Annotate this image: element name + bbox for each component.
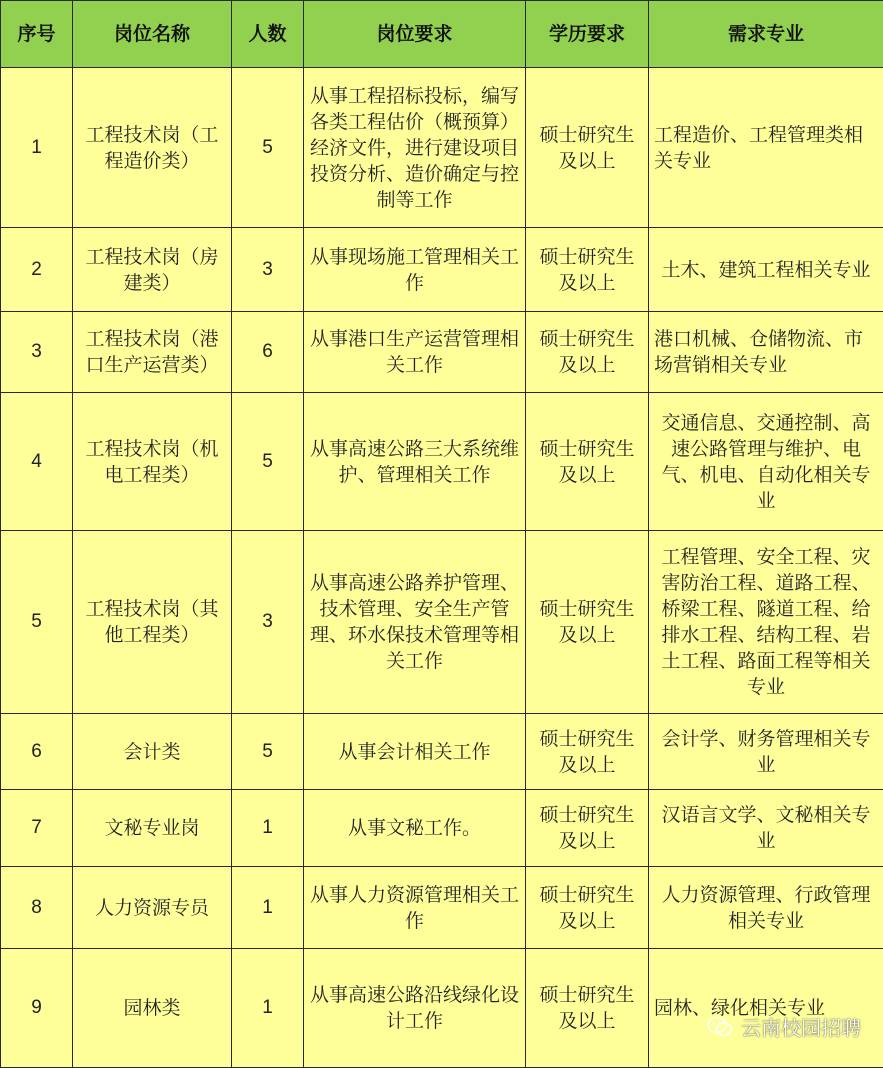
row-edu: 硕士研究生及以上 <box>526 714 649 790</box>
header-title: 岗位名称 <box>73 1 232 68</box>
row-duty: 从事高速公路沿线绿化设计工作 <box>304 949 526 1068</box>
row-title: 园林类 <box>73 949 232 1068</box>
row-title: 工程技术岗（房建类） <box>73 228 232 312</box>
row-duty: 从事港口生产运营管理相关工作 <box>304 312 526 393</box>
row-count: 1 <box>232 949 304 1068</box>
header-edu: 学历要求 <box>526 1 649 68</box>
row-count: 5 <box>232 68 304 228</box>
row-major: 土木、建筑工程相关专业 <box>649 228 883 312</box>
row-count: 5 <box>232 393 304 531</box>
row-no: 4 <box>1 393 73 531</box>
row-title: 会计类 <box>73 714 232 790</box>
row-edu: 硕士研究生及以上 <box>526 393 649 531</box>
table-row <box>1 393 883 531</box>
row-major: 汉语言文学、文秘相关专业 <box>649 790 883 867</box>
row-no: 9 <box>1 949 73 1068</box>
row-major: 港口机械、仓储物流、市场营销相关专业 <box>649 312 883 393</box>
header-row <box>1 1 883 68</box>
row-no: 3 <box>1 312 73 393</box>
row-major: 工程管理、安全工程、灾害防治工程、道路工程、桥梁工程、隧道工程、给排水工程、结构工程、岩土工程、路面工程等相关专业 <box>649 531 883 714</box>
row-duty: 从事文秘工作。 <box>304 790 526 867</box>
row-edu: 硕士研究生及以上 <box>526 949 649 1068</box>
row-duty: 从事高速公路三大系统维护、管理相关工作 <box>304 393 526 531</box>
row-duty: 从事人力资源管理相关工作 <box>304 867 526 949</box>
row-count: 1 <box>232 790 304 867</box>
row-duty: 从事会计相关工作 <box>304 714 526 790</box>
row-count: 1 <box>232 867 304 949</box>
row-duty: 从事工程招标投标，编写各类工程估价（概预算）经济文件，进行建设项目投资分析、造价确定与控制等工作 <box>304 68 526 228</box>
table-row <box>1 714 883 790</box>
row-count: 3 <box>232 228 304 312</box>
row-title: 人力资源专员 <box>73 867 232 949</box>
header-major: 需求专业 <box>649 1 883 68</box>
row-edu: 硕士研究生及以上 <box>526 531 649 714</box>
row-major: 人力资源管理、行政管理相关专业 <box>649 867 883 949</box>
header-no: 序号 <box>1 1 73 68</box>
table-row <box>1 68 883 228</box>
row-major: 交通信息、交通控制、高速公路管理与维护、电气、机电、自动化相关专业 <box>649 393 883 531</box>
row-edu: 硕士研究生及以上 <box>526 790 649 867</box>
wechat-icon <box>707 1016 733 1038</box>
table-row <box>1 867 883 949</box>
row-no: 7 <box>1 790 73 867</box>
row-edu: 硕士研究生及以上 <box>526 312 649 393</box>
watermark-text: 云南校园招聘 <box>741 1012 861 1041</box>
row-duty: 从事现场施工管理相关工作 <box>304 228 526 312</box>
row-no: 6 <box>1 714 73 790</box>
row-title: 工程技术岗（港口生产运营类） <box>73 312 232 393</box>
row-no: 5 <box>1 531 73 714</box>
table-row <box>1 790 883 867</box>
row-title: 工程技术岗（工程造价类） <box>73 68 232 228</box>
header-count: 人数 <box>232 1 304 68</box>
table-row <box>1 228 883 312</box>
table-row <box>1 312 883 393</box>
row-no: 1 <box>1 68 73 228</box>
row-duty: 从事高速公路养护管理、技术管理、安全生产管理、环水保技术管理等相关工作 <box>304 531 526 714</box>
table-row <box>1 949 883 1068</box>
row-count: 6 <box>232 312 304 393</box>
row-edu: 硕士研究生及以上 <box>526 68 649 228</box>
watermark <box>707 1012 861 1041</box>
row-edu: 硕士研究生及以上 <box>526 867 649 949</box>
row-title: 工程技术岗（其他工程类） <box>73 531 232 714</box>
row-major: 会计学、财务管理相关专业 <box>649 714 883 790</box>
row-no: 8 <box>1 867 73 949</box>
row-no: 2 <box>1 228 73 312</box>
row-major: 工程造价、工程管理类相关专业 <box>649 68 883 228</box>
row-count: 3 <box>232 531 304 714</box>
table-row <box>1 531 883 714</box>
row-title: 工程技术岗（机电工程类） <box>73 393 232 531</box>
header-duty: 岗位要求 <box>304 1 526 68</box>
row-count: 5 <box>232 714 304 790</box>
row-title: 文秘专业岗 <box>73 790 232 867</box>
row-edu: 硕士研究生及以上 <box>526 228 649 312</box>
row-major: 园林、绿化相关专业 <box>649 949 883 1068</box>
